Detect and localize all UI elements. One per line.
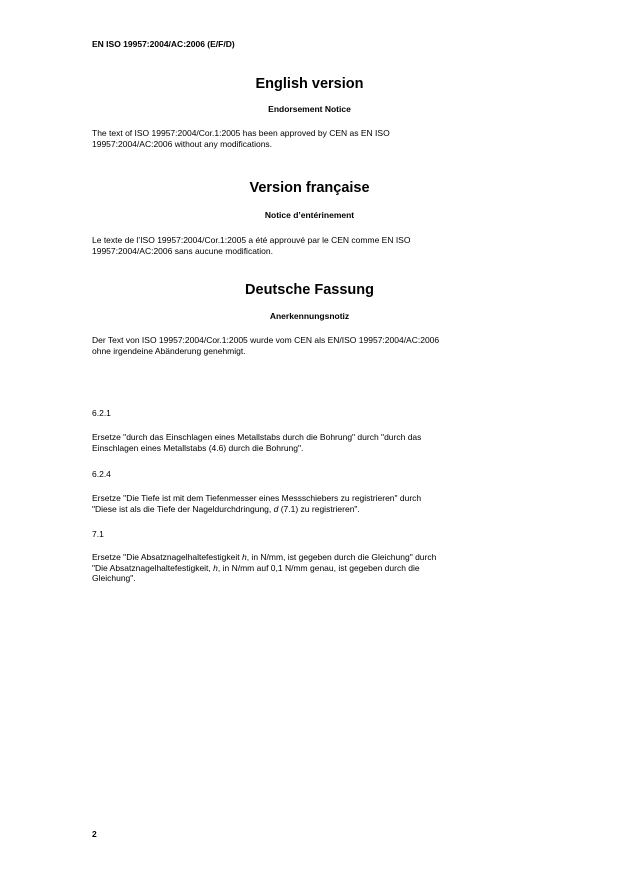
clause-text-line: Einschlagen eines Metallstabs (4.6) durch die Bohrung".	[92, 442, 304, 453]
clause-text-fragment: "Die Absatznagelhaltefestigkeit,	[92, 562, 214, 573]
clause-number: 7.1	[92, 529, 104, 539]
french-text-line-2: 19957:2004/AC:2006 sans aucune modification.	[92, 245, 273, 256]
clause-text	[92, 552, 542, 584]
document-header: EN ISO 19957:2004/AC:2006 (E/F/D)	[92, 39, 235, 49]
french-text-line-1: Le texte de l’ISO 19957:2004/Cor.1:2005 a été approuvé par le CEN comme EN ISO	[92, 235, 411, 245]
clause-text-line	[92, 504, 542, 515]
variable-symbol: h	[241, 552, 247, 562]
clause-text-fragment: , in N/mm auf 0,1 N/mm genau, ist gegeben durch die	[217, 562, 420, 573]
clause-number: 6.2.4	[92, 469, 111, 479]
english-text-line-1: The text of ISO 19957:2004/Cor.1:2005 has been approved by CEN as EN ISO	[92, 128, 390, 138]
clause-text-line: Ersetze "Die Tiefe ist mit dem Tiefenmesser eines Messschiebers zu registrieren" durch	[92, 493, 422, 503]
clause-text-fragment: (7.1) zu registrieren".	[278, 503, 360, 514]
clause-text-fragment: , in N/mm, ist gegeben durch die Gleichung" durch	[246, 552, 437, 562]
clause-text-line: Ersetze "durch das Einschlagen eines Metallstabs durch die Bohrung" durch "durch das	[92, 432, 422, 442]
french-endorsement-subtitle: Notice d’entérinement	[264, 210, 355, 220]
german-endorsement-subtitle: Anerkennungsnotiz	[269, 311, 350, 321]
english-endorsement-text	[92, 128, 542, 149]
english-endorsement-subtitle: Endorsement Notice	[268, 104, 351, 114]
page-number: 2	[92, 829, 97, 839]
french-endorsement-text	[92, 235, 542, 256]
german-endorsement-text	[92, 335, 542, 356]
clause-text-fragment: "Diese ist als die Tiefe der Nageldurchdringung,	[92, 503, 274, 514]
clause-text	[92, 432, 542, 453]
clause-text-line	[92, 552, 542, 563]
english-text-line-2: 19957:2004/AC:2006 without any modifications.	[92, 138, 273, 149]
german-version-title: Deutsche Fassung	[245, 282, 374, 298]
clause-number: 6.2.1	[92, 408, 111, 418]
french-version-title: Version française	[249, 180, 370, 196]
variable-symbol: h	[213, 562, 218, 573]
clause-text-fragment: Ersetze "Die Absatznagelhaltefestigkeit	[92, 552, 242, 562]
german-text-line-1: Der Text von ISO 19957:2004/Cor.1:2005 wurde vom CEN als EN/ISO 19957:2004/AC:2006	[92, 335, 440, 345]
variable-symbol: d	[273, 503, 279, 514]
english-version-title: English version	[255, 76, 364, 92]
clause-text-line: Gleichung".	[92, 573, 136, 583]
clause-text-line	[92, 563, 542, 574]
clause-text	[92, 493, 542, 514]
german-text-line-2: ohne irgendeine Abänderung genehmigt.	[92, 345, 246, 356]
